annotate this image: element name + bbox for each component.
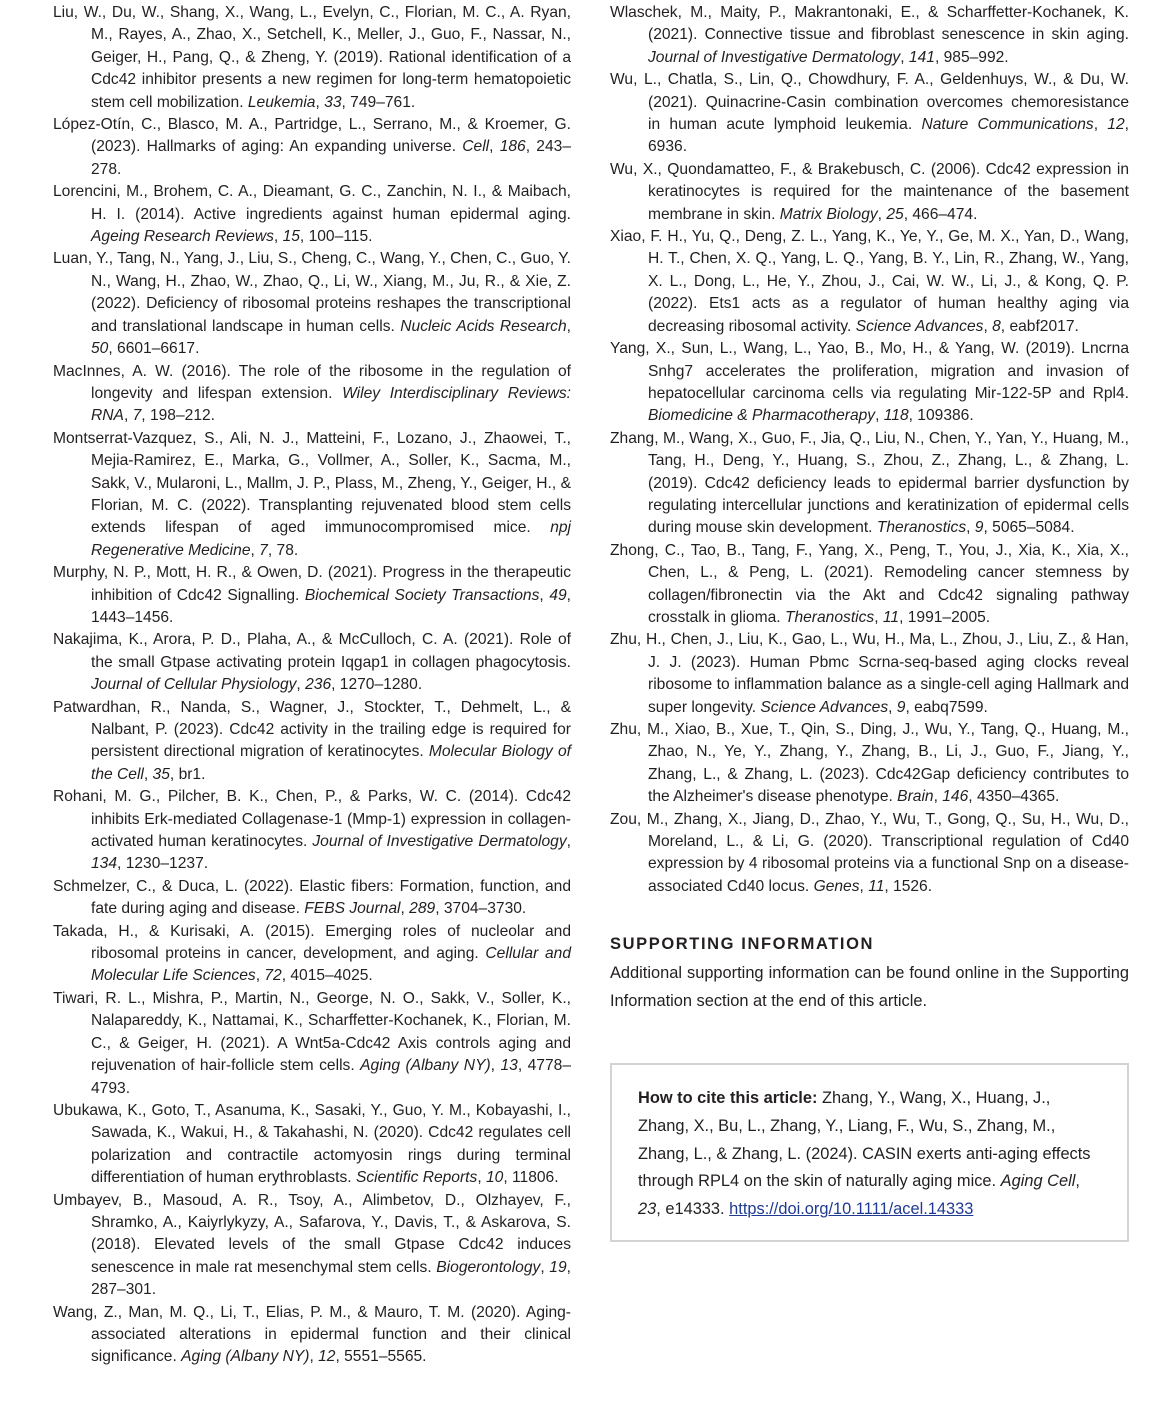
- reference-journal: Biogerontology: [436, 1258, 541, 1276]
- reference-journal: Theranostics: [784, 608, 875, 626]
- reference-journal: Wiley Interdisciplinary Reviews: RNA: [91, 384, 571, 425]
- reference-text: Takada, H., & Kurisaki, A. (2015). Emerging roles of nucleolar and ribosomal proteins in cancer, development, and aging.: [53, 922, 571, 963]
- reference-volume: 7: [132, 407, 142, 425]
- reference-separator: ,: [123, 407, 133, 425]
- reference-journal: Leukemia: [247, 93, 316, 111]
- reference-volume: 25: [886, 205, 904, 223]
- reference-pages: , 6936.: [648, 116, 1129, 156]
- reference-volume: 146: [942, 788, 969, 806]
- reference-separator: ,: [143, 765, 153, 783]
- reference-volume: 49: [549, 586, 567, 604]
- reference-volume: 236: [305, 676, 332, 694]
- reference-separator: ,: [540, 1258, 550, 1276]
- reference-volume: 9: [896, 698, 906, 716]
- reference-text: Zhu, H., Chen, J., Liu, K., Gao, L., Wu, H., Ma, L., Zhou, J., Liu, Z., & Han, J. J. (2023). Human Pbmc Scrna-seq-based aging clocks reveal ribosome to inflammation balance as a single-cell aging Hallmark and super longevity.: [610, 631, 1129, 716]
- reference-journal: Biomedicine & Pharmacotherapy: [648, 407, 876, 425]
- reference-entry: [53, 786, 571, 876]
- reference-journal: Nature Communications: [921, 116, 1094, 134]
- reference-entry: [53, 181, 571, 248]
- reference-text: López-Otín, C., Blasco, M. A., Partridge, L., Serrano, M., & Kroemer, G. (2023). Hallmarks of aging: An expanding universe.: [53, 116, 571, 156]
- reference-entry: [610, 159, 1129, 226]
- reference-entry: [610, 428, 1129, 540]
- reference-pages: , 466–474.: [903, 205, 978, 223]
- reference-entry: [610, 338, 1129, 428]
- reference-entry: [53, 988, 571, 1100]
- reference-entry: [610, 69, 1129, 159]
- reference-pages: , 5551–5565.: [335, 1348, 427, 1366]
- reference-entry: [53, 248, 571, 360]
- reference-volume: 118: [883, 407, 909, 425]
- reference-journal: Cell: [462, 138, 490, 156]
- reference-volume: 141: [908, 48, 935, 66]
- reference-pages: , 5065–5084.: [983, 519, 1075, 537]
- reference-entry: [53, 876, 571, 921]
- reference-volume: 19: [549, 1258, 567, 1276]
- reference-separator: ,: [490, 1057, 501, 1075]
- reference-pages: , br1.: [169, 765, 206, 783]
- reference-text: Yang, X., Sun, L., Wang, L., Yao, B., Mo, H., & Yang, W. (2019). Lncrna Snhg7 accelerates the proliferation, migration and invasion of hepatocellular carcinoma cells via regulating Mir-122-5P and Rpl4.: [610, 340, 1129, 402]
- reference-pages: , 1991–2005.: [899, 608, 991, 626]
- reference-separator: ,: [309, 1348, 319, 1366]
- reference-pages: , 749–761.: [341, 93, 416, 111]
- references-left-column: [53, 2, 571, 1369]
- reference-journal: Journal of Investigative Dermatology: [648, 48, 901, 66]
- reference-journal: Aging (Albany NY): [360, 1057, 491, 1075]
- reference-text: Murphy, N. P., Mott, H. R., & Owen, D. (2021). Progress in the therapeutic inhibition of Cdc42 Signalling.: [53, 564, 571, 604]
- reference-text: Montserrat-Vazquez, S., Ali, N. J., Matteini, F., Lozano, J., Zhaowei, T., Mejia-Ramirez, E., Marka, G., Vollmer, A., Soller, K., Sacma, M., Sakk, V., Mularoni, L., Mallm, J. P., Plass, M., Zheng, Y., Geiger, H., & Florian, M. C. (2022). Transplanting rejuvenated blood stem cells extends lifespan of aged immunocompromised mice.: [53, 429, 571, 537]
- reference-pages: , eabq7599.: [905, 698, 988, 716]
- reference-separator: ,: [250, 541, 260, 559]
- reference-volume: 12: [1107, 116, 1125, 134]
- reference-entry: [53, 1100, 571, 1190]
- reference-volume: 13: [500, 1057, 518, 1075]
- reference-text: Wu, L., Chatla, S., Lin, Q., Chowdhury, F. A., Geldenhuys, W., & Du, W. (2021). Quinacrine-Casin combination overcomes chemoresistance in human acute lymphoid leukemia.: [610, 71, 1129, 134]
- reference-separator: ,: [966, 519, 975, 537]
- reference-pages: , 4015–4025.: [281, 967, 373, 985]
- reference-pages: , 11806.: [503, 1169, 559, 1187]
- reference-entry: [610, 719, 1129, 809]
- reference-entry: [53, 114, 571, 181]
- reference-pages: , 243–278.: [91, 138, 571, 178]
- reference-list-right: [610, 2, 1129, 898]
- supporting-info-heading: SUPPORTING INFORMATION: [610, 935, 875, 954]
- reference-journal: Journal of Investigative Dermatology: [312, 833, 567, 851]
- reference-separator: ,: [489, 138, 500, 156]
- reference-volume: 134: [91, 855, 118, 873]
- reference-journal: Matrix Biology: [779, 205, 878, 223]
- reference-entry: [610, 540, 1129, 630]
- reference-volume: 33: [324, 93, 342, 111]
- reference-separator: ,: [255, 967, 265, 985]
- reference-text: Nakajima, K., Arora, P. D., Plaha, A., & McCulloch, C. A. (2021). Role of the small Gtpase activating protein Iqgap1 in collagen phagocytosis.: [53, 631, 571, 671]
- reference-journal: Theranostics: [876, 519, 967, 537]
- reference-journal: Biochemical Society Transactions: [304, 586, 540, 604]
- reference-journal: Ageing Research Reviews: [91, 228, 274, 246]
- supporting-info-text: Additional supporting information can be found online in the Supporting Information section at the end of this article.: [610, 964, 1129, 1011]
- citation-box: [610, 1063, 1129, 1242]
- citation-journal: Aging Cell: [1000, 1172, 1076, 1191]
- reference-pages: , 985–992.: [934, 48, 1009, 66]
- reference-entry: [610, 2, 1129, 69]
- reference-volume: 15: [282, 228, 300, 246]
- reference-separator: ,: [400, 900, 410, 918]
- reference-entry: [53, 697, 571, 787]
- reference-pages: , 1526.: [884, 877, 933, 895]
- reference-separator: ,: [566, 833, 571, 851]
- reference-volume: 12: [318, 1348, 336, 1366]
- reference-text: Rohani, M. G., Pilcher, B. K., Chen, P., & Parks, W. C. (2014). Cdc42 inhibits Erk-mediated Collagenase-1 (Mmp-1) expression in collagen-activated human keratinocytes.: [53, 788, 571, 851]
- reference-text: Zou, M., Zhang, X., Jiang, D., Zhao, Y., Wu, T., Gong, Q., Su, H., Wu, D., Moreland, L., & Li, G. (2020). Transcriptional regulation of Cd40 expression by 4 ribosomal proteins via a functional Snp on a disease-associated Cd40 locus.: [610, 810, 1129, 895]
- reference-separator: ,: [477, 1169, 486, 1187]
- reference-pages: , eabf2017.: [1000, 317, 1079, 335]
- reference-text: Tiwari, R. L., Mishra, P., Martin, N., George, N. O., Sakk, V., Soller, K., Nalapareddy, K., Nattamai, K., Scharffetter-Kochanek, K., Florian, M. C., & Geiger, H. (2021). A Wnt5a-Cdc42 Axis controls aging and rejuvenation of hair-follicle stem cells.: [53, 989, 571, 1075]
- reference-entry: [53, 1302, 571, 1369]
- reference-volume: 10: [485, 1169, 504, 1187]
- reference-pages: , 1270–1280.: [331, 676, 423, 694]
- citation-label: How to cite this article:: [638, 1089, 818, 1107]
- reference-journal: npj Regenerative Medicine: [91, 519, 571, 559]
- reference-text: Wu, X., Quondamatteo, F., & Brakebusch, C. (2006). Cdc42 expression in keratinocytes is required for the maintenance of the basement membrane in skin.: [610, 160, 1129, 223]
- reference-separator: ,: [566, 317, 571, 335]
- reference-pages: , 109386.: [908, 407, 974, 425]
- reference-text: Patwardhan, R., Nanda, S., Wagner, J., Stockter, T., Dehmelt, L., & Nalbant, P. (2023). Cdc42 activity in the trailing edge is required for persistent directional migration of keratinocytes.: [53, 698, 571, 761]
- reference-volume: 11: [882, 608, 900, 626]
- reference-separator: ,: [983, 317, 993, 335]
- reference-volume: 35: [152, 765, 170, 783]
- reference-entry: [53, 629, 571, 696]
- reference-pages: , 198–212.: [141, 407, 216, 425]
- reference-volume: 8: [992, 317, 1001, 335]
- reference-entry: [610, 629, 1129, 719]
- reference-text: Xiao, F. H., Yu, Q., Deng, Z. L., Yang, K., Ye, Y., Ge, M. X., Yan, D., Wang, H. T., Chen, X. Q., Yang, L. Q., Yang, B. Y., Lin, R., Zhang, W., Yang, X. L., Dong, L., He, Y., Zhou, J., Cai, W. W., Li, J., & Kong, Q. P. (2022). Ets1 acts as a regulator of human healthy aging via decreasing ribosomal activity.: [610, 228, 1129, 335]
- references-right-column: [610, 2, 1129, 1015]
- reference-journal: Aging (Albany NY): [181, 1348, 310, 1366]
- reference-separator: ,: [315, 93, 325, 111]
- reference-separator: ,: [875, 407, 884, 425]
- reference-volume: 50: [91, 340, 109, 358]
- reference-text: Zhu, M., Xiao, B., Xue, T., Qin, S., Ding, J., Wu, Y., Tang, Q., Huang, M., Zhao, N., Ye, Y., Zhang, Y., Zhang, B., Li, J., Guo, F., Jiang, Y., Zhang, L., & Zhang, L. (2023). Cdc42Gap deficiency contributes to the Alzheimer's disease phenotype.: [610, 721, 1129, 806]
- reference-text: Liu, W., Du, W., Shang, X., Wang, L., Evelyn, C., Florian, M. C., A. Ryan, M., Rayes, A., Zhao, X., Setchell, K., Meller, J., Guo, F., Nassar, N., Geiger, H., Pang, Q., & Zheng, Y. (2019). Rational identification of a Cdc42 inhibitor presents a new regimen for long-term hematopoietic stem cell mobilization.: [53, 4, 571, 111]
- reference-entry: [53, 428, 571, 562]
- reference-volume: 9: [974, 519, 984, 537]
- reference-pages: , 4350–4365.: [968, 788, 1060, 806]
- reference-journal: Journal of Cellular Physiology: [91, 676, 297, 694]
- reference-volume: 7: [259, 541, 268, 559]
- reference-separator: ,: [877, 205, 887, 223]
- citation-pages: , e14333.: [656, 1200, 730, 1219]
- reference-journal: Science Advances: [760, 698, 889, 716]
- reference-journal: Brain: [897, 788, 934, 806]
- reference-entry: [53, 921, 571, 988]
- reference-pages: , 3704–3730.: [435, 900, 527, 918]
- reference-separator: ,: [539, 586, 550, 604]
- reference-list-left: [53, 2, 571, 1369]
- reference-separator: ,: [296, 676, 306, 694]
- citation-text: Zhang, Y., Wang, X., Huang, J., Zhang, X., Bu, L., Zhang, Y., Liang, F., Wu, S., Zhang, M., Zhang, L., & Zhang, L. (2024). CASIN exerts anti-aging effects through RPL4 on the skin of naturally aging mice.: [638, 1089, 1091, 1191]
- reference-volume: 11: [868, 877, 885, 895]
- reference-text: Lorencini, M., Brohem, C. A., Dieamant, G. C., Zanchin, N. I., & Maibach, H. I. (2014). Active ingredients against human epidermal aging.: [53, 183, 571, 223]
- reference-volume: 72: [264, 967, 282, 985]
- reference-text: Ubukawa, K., Goto, T., Asanuma, K., Sasaki, Y., Guo, Y. M., Kobayashi, I., Sawada, K., Wakui, H., & Takahashi, N. (2020). Cdc42 regulates cell polarization and contractile actomyosin rings during terminal differentiation of human erythroblasts.: [53, 1101, 571, 1187]
- reference-pages: , 4778–4793.: [91, 1057, 571, 1097]
- reference-journal: Genes: [813, 877, 860, 895]
- reference-separator: ,: [933, 788, 943, 806]
- reference-pages: , 1230–1237.: [117, 855, 209, 873]
- citation-volume: 23: [638, 1200, 657, 1219]
- doi-link[interactable]: https://doi.org/10.1111/acel.14333: [729, 1200, 974, 1219]
- reference-journal: Molecular Biology of the Cell: [91, 743, 571, 783]
- reference-text: Schmelzer, C., & Duca, L. (2022). Elastic fibers: Formation, function, and fate during aging and disease.: [53, 877, 571, 918]
- reference-volume: 186: [499, 138, 526, 156]
- reference-pages: , 1443–1456.: [91, 586, 572, 626]
- reference-text: Zhang, M., Wang, X., Guo, F., Jia, Q., Liu, N., Chen, Y., Yan, Y., Huang, M., Tang, H., Deng, Y., Huang, S., Zhou, Z., Zhang, L., & Zhang, L. (2019). Cdc42 deficiency leads to epidermal barrier dysfunction by regulating intercellular junctions and keratinization of epidermal cells during mouse skin development.: [610, 429, 1129, 537]
- reference-separator: ,: [273, 228, 283, 246]
- reference-volume: 289: [409, 900, 436, 918]
- reference-journal: Nucleic Acids Research: [400, 317, 567, 335]
- reference-pages: , 78.: [267, 541, 299, 559]
- reference-text: Umbayev, B., Masoud, A. R., Tsoy, A., Alimbetov, D., Olzhayev, F., Shramko, A., Kaiyrlykyzy, A., Safarova, Y., Davis, T., & Askarova, S. (2018). Elevated levels of the small Gtpase Cdc42 induces senescence in male rat mesenchymal stem cells.: [53, 1191, 571, 1276]
- reference-separator: ,: [1093, 116, 1108, 134]
- reference-entry: [610, 226, 1129, 338]
- reference-entry: [53, 361, 571, 428]
- reference-pages: , 287–301.: [91, 1258, 571, 1299]
- reference-journal: Cellular and Molecular Life Sciences: [91, 945, 571, 985]
- reference-entry: [610, 809, 1129, 899]
- reference-separator: ,: [874, 608, 883, 626]
- reference-entry: [53, 2, 571, 114]
- citation-sep: ,: [1075, 1172, 1080, 1191]
- reference-journal: Science Advances: [855, 317, 984, 335]
- reference-pages: , 6601–6617.: [108, 340, 200, 358]
- reference-text: Wang, Z., Man, M. Q., Li, T., Elias, P. M., & Mauro, T. M. (2020). Aging-associated alterations in epidermal function and their clinical significance.: [53, 1303, 571, 1366]
- reference-entry: [53, 1190, 571, 1302]
- reference-pages: , 100–115.: [299, 228, 373, 246]
- reference-separator: ,: [859, 877, 869, 895]
- reference-entry: [53, 562, 571, 629]
- reference-text: Wlaschek, M., Maity, P., Makrantonaki, E., & Scharffetter-Kochanek, K. (2021). Connective tissue and fibroblast senescence in skin aging.: [610, 4, 1129, 44]
- reference-text: Luan, Y., Tang, N., Yang, J., Liu, S., Cheng, C., Wang, Y., Chen, C., Guo, Y. N., Wang, H., Zhao, W., Zhao, Q., Li, W., Xiang, M., Ju, R., & Xie, Z. (2022). Deficiency of ribosomal proteins reshapes the transcriptional and translational landscape in human cells.: [53, 250, 571, 335]
- reference-text: Zhong, C., Tao, B., Tang, F., Yang, X., Peng, T., You, J., Xia, K., Xia, X., Chen, L., & Peng, L. (2021). Remodeling cancer stemness by collagen/fibronectin via the Akt and Cdc42 signaling pathway crosstalk in glioma.: [610, 541, 1129, 626]
- reference-journal: FEBS Journal: [304, 900, 401, 918]
- reference-separator: ,: [900, 48, 909, 66]
- reference-journal: Scientific Reports: [355, 1169, 478, 1187]
- reference-text: MacInnes, A. W. (2016). The role of the ribosome in the regulation of longevity and lifespan extension.: [53, 362, 571, 402]
- reference-separator: ,: [888, 698, 897, 716]
